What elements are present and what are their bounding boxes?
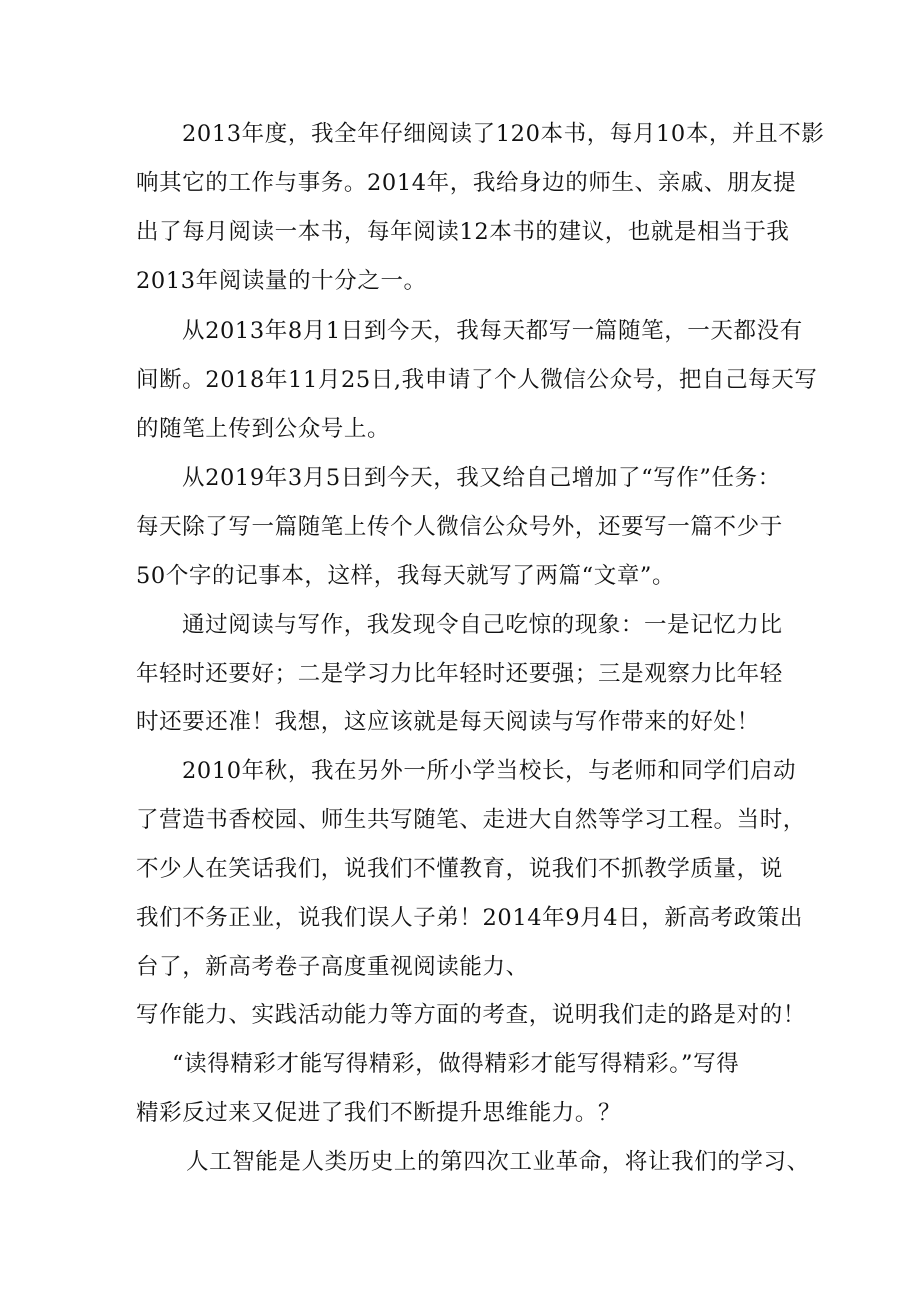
paragraph-1-line-1: 2013年度，我全年仔细阅读了120本书，每月10本，并且不影: [182, 121, 825, 147]
paragraph-1-line-4: 2013年阅读量的十分之一。: [136, 268, 427, 294]
paragraph-1-line-2: 响其它的工作与事务。2014年，我给身边的师生、亲戚、朋友提: [136, 170, 797, 196]
paragraph-4-line-1: 通过阅读与写作，我发现令自己吃惊的现象：一是记忆力比: [182, 612, 783, 638]
paragraph-5-line-6: 写作能力、实践活动能力等方面的考查，说明我们走的路是对的！: [136, 1002, 806, 1028]
paragraph-2-line-2: 间断。2018年11月25日,我申请了个人微信公众号，把自己每天写: [136, 367, 818, 393]
paragraph-7-line-1: 人工智能是人类历史上的第四次工业革命，将让我们的学习、: [186, 1149, 810, 1175]
paragraph-5-line-2: 了营造书香校园、师生共写随笔、走进大自然等学习工程。当时，: [136, 807, 806, 833]
paragraph-1-line-3: 出了每月阅读一本书，每年阅读12本书的建议，也就是相当于我: [136, 219, 790, 245]
paragraph-6-line-1: “读得精彩才能写得精彩，做得精彩才能写得精彩。”写得: [172, 1051, 740, 1077]
paragraph-2-line-1: 从2013年8月1日到今天，我每天都写一篇随笔，一天都没有: [182, 318, 803, 344]
paragraph-3-line-2: 每天除了写一篇随笔上传个人微信公众号外，还要写一篇不少于: [136, 514, 783, 540]
paragraph-5-line-3: 不少人在笑话我们，说我们不懂教育，说我们不抓教学质量，说: [136, 856, 783, 882]
paragraph-3-line-1: 从2019年3月5日到今天，我又给自己增加了“写作”任务：: [182, 465, 781, 491]
paragraph-5-line-4: 我们不务正业，说我们误人子弟！2014年9月4日，新高考政策出: [136, 905, 803, 931]
paragraph-5-line-1: 2010年秋，我在另外一所小学当校长，与老师和同学们启动: [182, 758, 797, 784]
paragraph-4-line-3: 时还要还准！我想，这应该就是每天阅读与写作带来的好处！: [136, 709, 760, 735]
paragraph-4-line-2: 年轻时还要好；二是学习力比年轻时还要强；三是观察力比年轻: [136, 661, 783, 687]
paragraph-2-line-3: 的随笔上传到公众号上。: [136, 416, 391, 442]
paragraph-6-line-2: 精彩反过来又促进了我们不断提升思维能力。？: [136, 1100, 622, 1126]
paragraph-5-line-5: 台了，新高考卷子高度重视阅读能力、: [136, 954, 529, 980]
paragraph-3-line-3: 50个字的记事本，这样，我每天就写了两篇“文章”。: [136, 563, 676, 589]
